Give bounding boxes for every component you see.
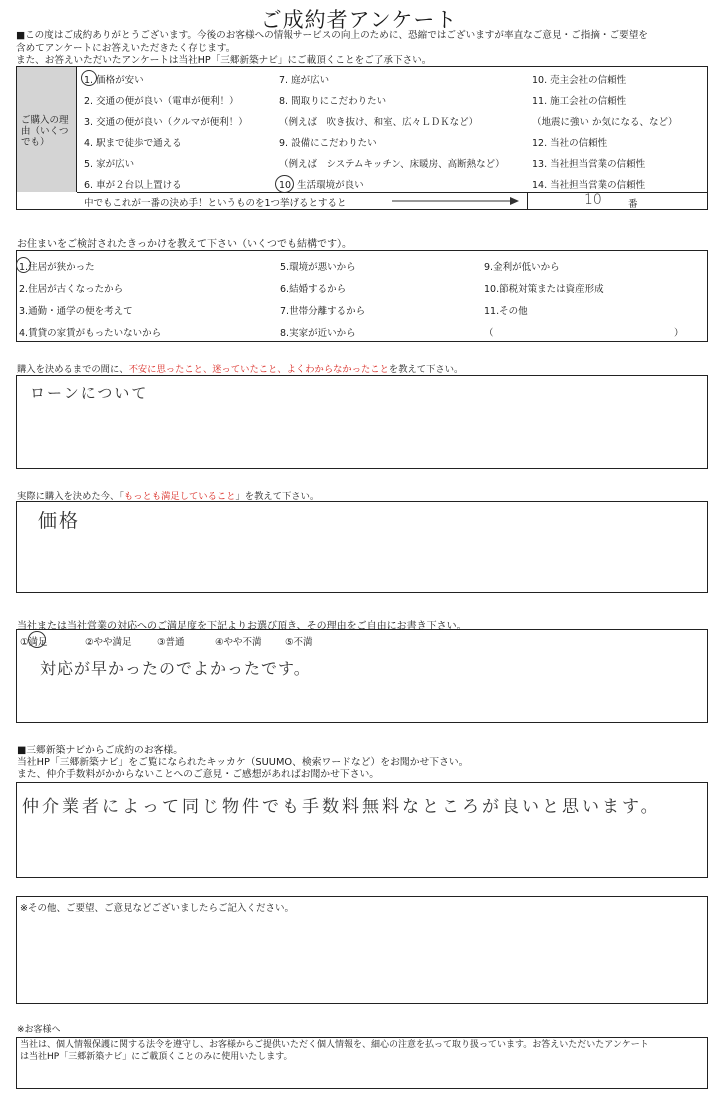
reason-item[interactable]: 11. 施工会社の信頼性 [532,96,627,107]
other-question: ※その他、ご要望、ご意見などございましたらご記入ください。 [20,903,294,914]
privacy-text [20,1040,649,1063]
trigger-item[interactable]: 6.結婚するから [280,284,347,295]
service-option[interactable]: ②やや満足 [85,637,132,648]
trigger-item[interactable]: 9.金利が低いから [484,262,560,273]
reason-item[interactable]: 10. 生活環境が良い [279,180,364,191]
best-prompt: 中でもこれが一番の決め手！というものを1つ挙げるとすると [84,198,347,209]
reason-item[interactable]: 5. 家が広い [84,159,135,170]
navi-line: 当社HP「三郷新築ナビ」をご覧になられたキッカケ（SUUMO、検索ワードなど）をお聞かせ下さい。 [17,757,469,768]
privacy-line: は当社HP「三郷新築ナビ」にご載頂くことのみに使用いたします。 [20,1051,293,1062]
reason-example: （例えば 吹き抜け、和室、広々ＬＤＫなど） [279,117,479,128]
selected-circle [28,631,46,648]
service-answer: 対応が早かったのでよかったです。 [40,659,311,678]
reason-item[interactable]: 3. 交通の便が良い（クルマが便利！） [84,117,248,128]
intro-text [16,30,706,68]
reason-item[interactable]: 7. 庭が広い [279,75,330,86]
trigger-item[interactable]: 11.その他 [484,306,528,317]
arrow-icon [392,196,520,206]
reason-example: （地震に強い か気になる、など） [532,117,678,128]
service-question: 当社または当社営業の対応へのご満足度を下記よりお選び頂き、その理由をご自由にお書き下さい。 [17,621,467,632]
satisfied-q-highlight: もっとも満足していること [123,491,236,502]
reason-item[interactable]: 2. 交通の便が良い（電車が便利！） [84,96,239,107]
navi-question [17,745,468,781]
triggers-question: お住まいをご検討されたきっかけを教えて下さい（いくつでも結構です）。 [17,239,352,250]
anxiety-q-highlight: 不安に思ったこと、迷っていたこと、よくわからなかったこと [128,364,389,375]
reason-item[interactable]: 12. 当社の信頼性 [532,138,608,149]
privacy-line: 当社は、個人情報保護に関する法令を遵守し、お客様からご提供いただく個人情報を、細心の注意を払って取り扱っています。お答えいただいたアンケート [20,1040,649,1050]
privacy-heading: ※お客様へ [17,1025,61,1035]
satisfied-q-pre: 実際に購入を決めた今、「 [17,491,124,502]
intro-line: また、お答えいただいたアンケートは当社HP「三郷新築ナビ」にご載頂くことをご了承下さい。 [16,55,432,66]
best-value-divider [527,192,528,209]
satisfied-question [17,488,319,502]
reason-item[interactable]: 6. 車が２台以上置ける [84,180,182,191]
reason-item[interactable]: 8. 間取りにこだわりたい [279,96,387,107]
satisfied-answer: 価格 [38,510,81,532]
reason-item[interactable]: 1. 価格が安い [84,75,144,86]
reason-example: （例えば システムキッチン、床暖房、高断熱など） [279,159,505,170]
navi-line: ■三郷新築ナビからご成約のお客様。 [17,745,184,756]
reasons-label: ご購入の理由（いくつでも） [17,67,77,192]
page-title: ご成約者アンケート [260,8,458,32]
navi-line: また、仲介手数料がかからないことへのご意見・ご感想があればお聞かせ下さい。 [17,769,380,780]
anxiety-q-pre: 購入を決めるまでの間に、 [17,364,129,375]
satisfied-q-post: 」を教えて下さい。 [235,491,320,502]
best-row-divider [77,192,708,193]
trigger-item[interactable]: 3.通勤・通学の便を考えて [19,306,133,317]
selected-circle [81,70,97,86]
anxiety-answer: ローンについて [30,384,149,402]
anxiety-q-post: を教えて下さい。 [388,364,464,375]
trigger-item[interactable]: 7.世帯分離するから [280,306,366,317]
reason-item[interactable]: 10. 売主会社の信頼性 [532,75,627,86]
trigger-item[interactable]: 4.賃貸の家賃がもったいないから [19,328,162,339]
service-option[interactable]: ③普通 [157,637,185,648]
trigger-other-field[interactable]: （ ） [484,328,684,339]
selected-circle [275,175,294,193]
trigger-item[interactable]: 2.住居が古くなったから [19,284,124,295]
intro-line: 含めてアンケートにお答えいただきたく存じます。 [16,42,236,54]
satisfied-answer-box[interactable] [16,501,708,593]
best-suffix: 番 [628,199,638,210]
reason-item[interactable]: 4. 駅まで徒歩で通える [84,138,182,149]
trigger-item[interactable]: 5.環境が悪いから [280,262,356,273]
trigger-item[interactable]: 8.実家が近いから [280,328,356,339]
service-option[interactable]: ①満足 [20,637,48,648]
selected-circle [16,257,31,273]
navi-answer: 仲介業者によって同じ物件でも手数料無料なところが良いと思います。 [22,797,661,817]
service-option[interactable]: ④やや不満 [215,637,262,648]
trigger-item[interactable]: 1.住居が狭かった [19,262,95,273]
intro-line: ■この度はご成約ありがとうございます。今後のお客様への情報サービスの向上のために、恐縮ではございますが率直なご意見・ご指摘・ご要望を [16,30,648,41]
reason-item[interactable]: 13. 当社担当営業の信頼性 [532,159,646,170]
reason-item[interactable]: 9. 設備にこだわりたい [279,138,377,149]
service-option[interactable]: ⑤不満 [285,637,313,648]
trigger-item[interactable]: 10.節税対策または資産形成 [484,284,604,295]
best-answer-value[interactable]: 10 [584,192,602,208]
reason-item[interactable]: 14. 当社担当営業の信頼性 [532,180,646,191]
anxiety-question [17,361,463,375]
